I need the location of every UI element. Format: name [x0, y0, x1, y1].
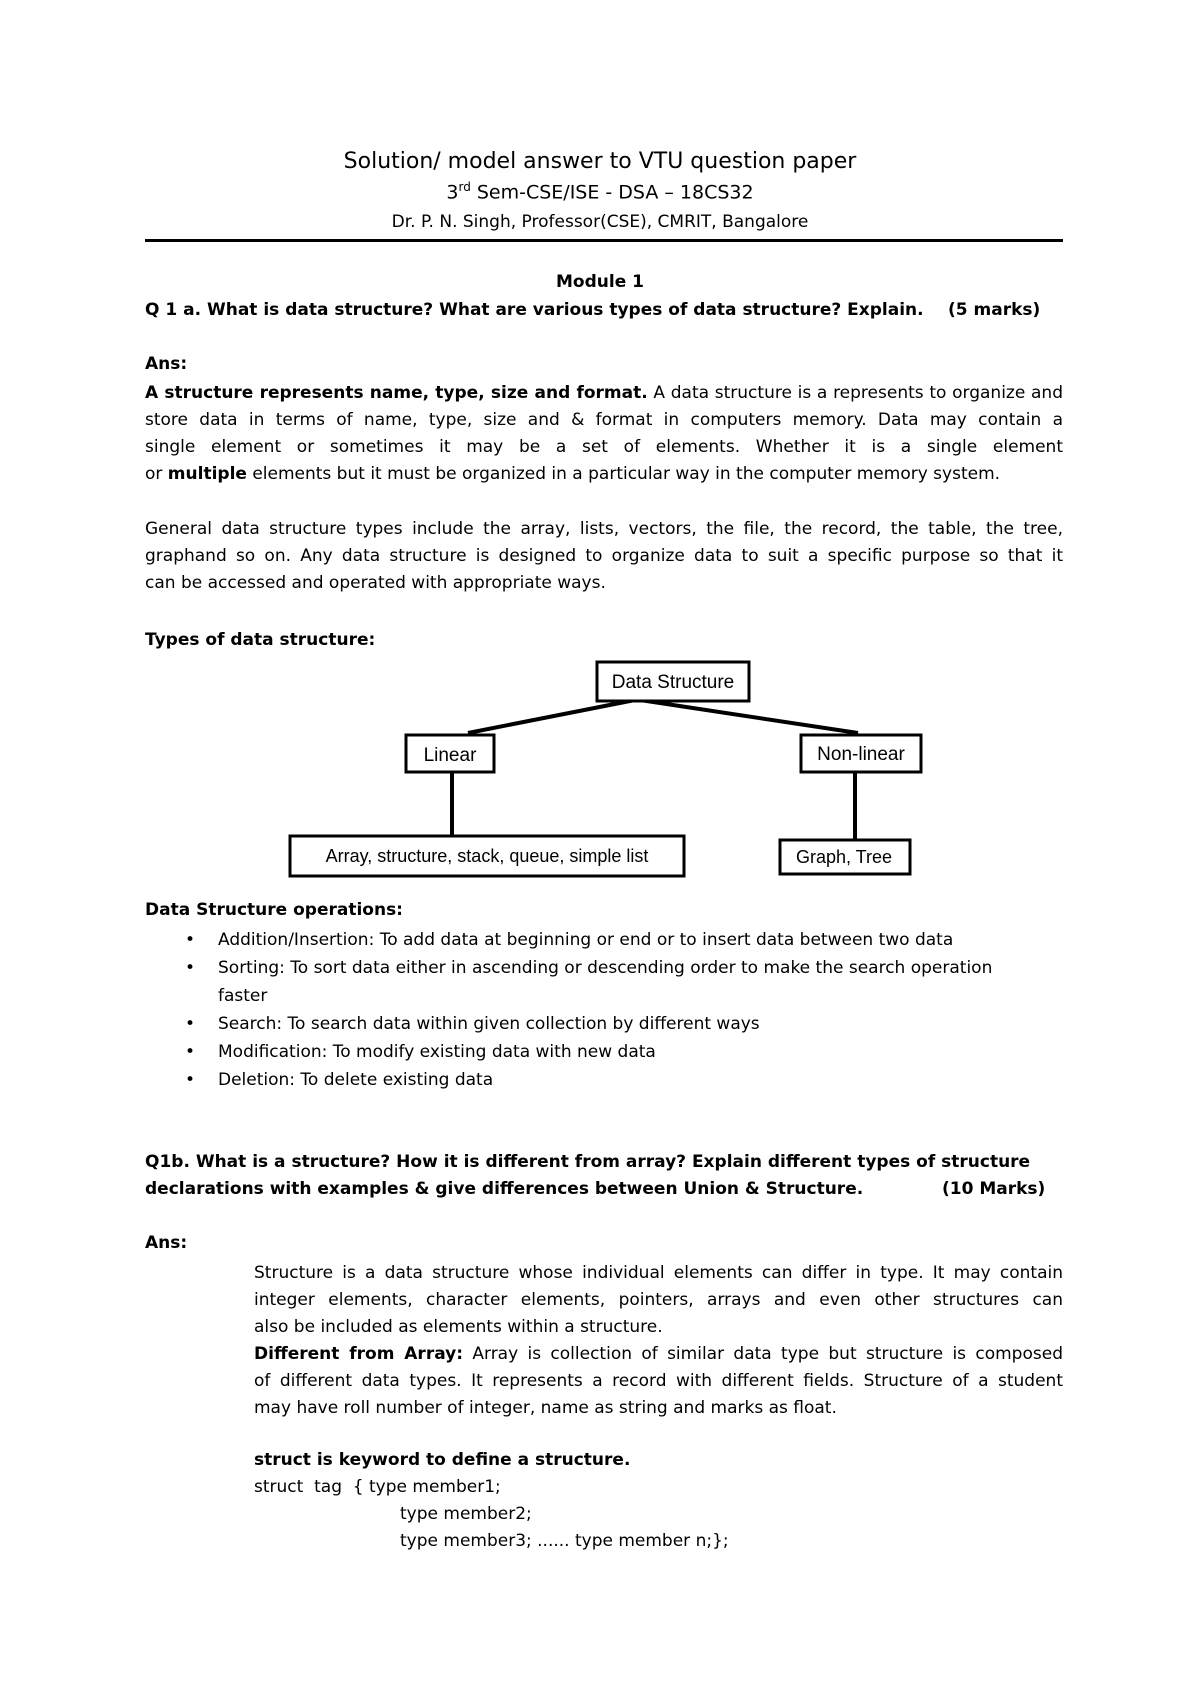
types-heading: Types of data structure: — [145, 630, 376, 650]
node-label-linear-leaf: Array, structure, stack, queue, simple list — [325, 846, 649, 866]
node-label-root: Data Structure — [611, 672, 735, 693]
q1a-p1-line-2: store data in terms of name, type, size and & format in computers memory. Data may contain a — [145, 410, 1063, 430]
operations-heading: Data Structure operations: — [145, 900, 403, 920]
code-line-1: struct tag { type member1; — [254, 1477, 501, 1497]
document-author: Dr. P. N. Singh, Professor(CSE), CMRIT, Bangalore — [391, 212, 809, 232]
bullet-icon: • — [185, 1070, 196, 1090]
q1a-p1-line-1: A structure represents name, type, size and format. A data structure is a represents to organize and — [145, 383, 1063, 403]
q1b-question-line-1: Q1b. What is a structure? How it is different from array? Explain different types of structure — [145, 1152, 1031, 1172]
q1b-ans-label: Ans: — [145, 1233, 188, 1253]
node-label-nonlinear-leaf: Graph, Tree — [795, 847, 893, 867]
q1b-paragraph-2 — [254, 1341, 1063, 1422]
q1b-p1-line-3: also be included as elements within a structure. — [254, 1317, 663, 1337]
node-label-nonlinear: Non-linear — [817, 744, 905, 765]
list-item: • Search: To search data within given collection by different ways — [185, 1010, 992, 1038]
q1b-question-line-2: declarations with examples & give differences between Union & Structure. — [145, 1179, 864, 1199]
q1a-p2-line-3: can be accessed and operated with appropriate ways. — [145, 573, 606, 593]
connector-root-left — [468, 700, 635, 733]
subtitle-superscript: rd — [458, 180, 471, 194]
module-heading: Module 1 — [556, 272, 644, 292]
q1a-p1-bold-multiple: multiple — [167, 464, 247, 484]
list-item-continuation: faster — [218, 986, 268, 1006]
list-item: • Addition/Insertion: To add data at beginning or end or to insert data between two data — [185, 926, 992, 954]
q1b-p2-line-1: Different from Array: Array is collection of similar data type but structure is composed — [254, 1344, 1063, 1364]
q1a-marks: (5 marks) — [948, 300, 1041, 320]
code-line-2: type member2; — [400, 1504, 532, 1524]
subtitle-rest: Sem-CSE/ISE - DSA – 18CS32 — [470, 181, 754, 204]
bullet-icon: • — [185, 958, 196, 978]
bullet-icon: • — [185, 930, 196, 950]
document-title: Solution/ model answer to VTU question paper — [343, 149, 857, 174]
q1b-p1-line-2: integer elements, character elements, pointers, arrays and even other structures can — [254, 1290, 1063, 1310]
q1b-p2-bold: Different from Array: — [254, 1344, 464, 1364]
q1b-paragraph-1 — [254, 1260, 1063, 1341]
q1a-ans-label: Ans: — [145, 354, 188, 374]
q1a-question: Q 1 a. What is data structure? What are various types of data structure? Explain. — [145, 300, 924, 320]
q1b-p1-line-1: Structure is a data structure whose individual elements can differ in type. It may contain — [254, 1263, 1063, 1283]
q1b-p2-line-3: may have roll number of integer, name as string and marks as float. — [254, 1398, 837, 1418]
code-line-3: type member3; ...... type member n;}; — [400, 1531, 729, 1551]
q1b-p2-line-2: of different data types. It represents a record with different fields. Structure of a student — [254, 1371, 1063, 1391]
node-label-linear: Linear — [423, 745, 477, 766]
list-item: • Deletion: To delete existing data — [185, 1066, 992, 1094]
q1a-p2-line-2: graphand so on. Any data structure is designed to organize data to suit a specific purpose so that it — [145, 546, 1063, 566]
struct-keyword-heading: struct is keyword to define a structure. — [254, 1450, 631, 1470]
list-item: • Sorting: To sort data either in ascending or descending order to make the search operation — [185, 954, 992, 982]
q1b-marks: (10 Marks) — [942, 1179, 1046, 1199]
subtitle-prefix: 3 — [446, 181, 459, 204]
q1a-p1-line-3: single element or sometimes it may be a set of elements. Whether it is a single element — [145, 437, 1063, 457]
q1a-p2-line-1: General data structure types include the array, lists, vectors, the file, the record, the table, the tree, — [145, 519, 1063, 539]
connector-root-right — [640, 700, 858, 733]
bullet-icon: • — [185, 1014, 196, 1034]
q1a-p1-bold: A structure represents name, type, size and format. — [145, 383, 648, 403]
q1a-p1-line-4: or multiple elements but it must be organized in a particular way in the computer memory system. — [145, 464, 1001, 484]
bullet-icon: • — [185, 1042, 196, 1062]
list-item: • Modification: To modify existing data with new data — [185, 1038, 992, 1066]
operations-list — [185, 926, 992, 1094]
